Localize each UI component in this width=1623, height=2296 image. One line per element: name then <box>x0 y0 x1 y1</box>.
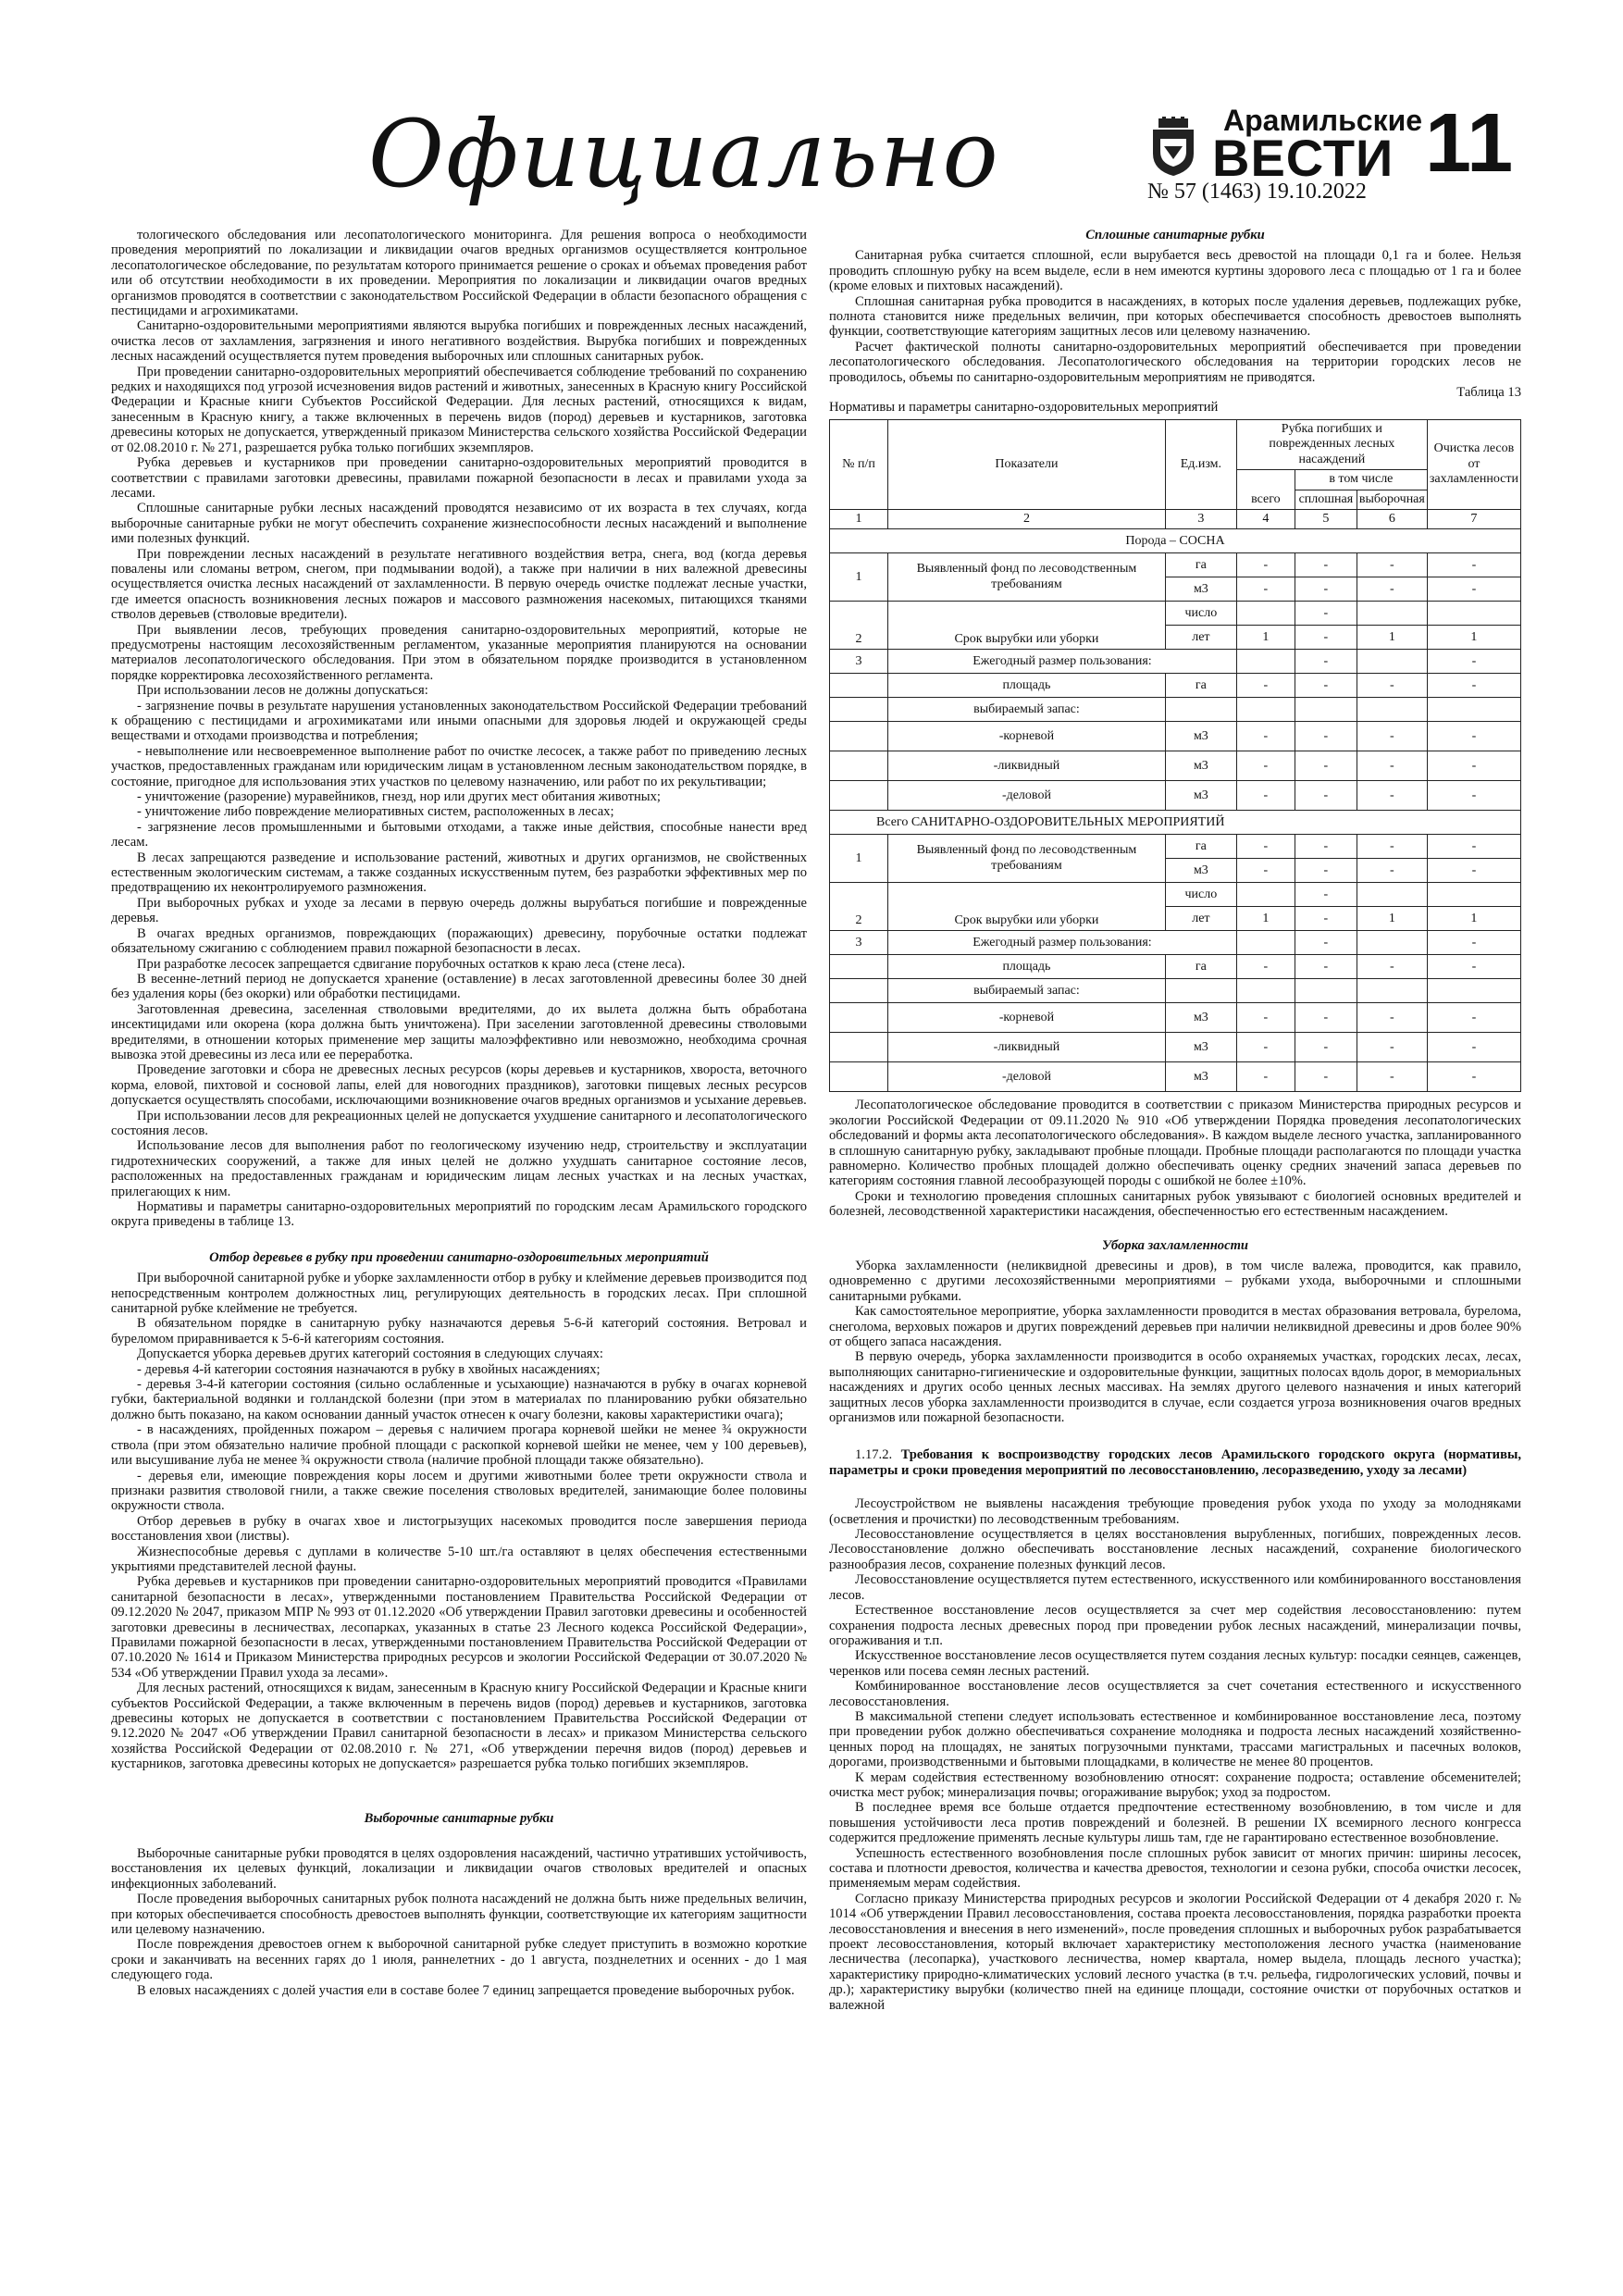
paragraph: Заготовленная древесина, заселенная стволовыми вредителями, до их вылета должна быть обработана инсектицидами или окорена (кора должна быть уничтожена). При заселении заготовленной древесины стволовыми вредителями, в отношении которых применение мер защиты малоэффективно или невозможно, необходима срочная вывозка этой древесины из леса или ее переработка. <box>111 1001 807 1062</box>
table-row <box>830 553 1521 577</box>
col-number: 7 <box>1427 509 1520 528</box>
table-cell <box>1165 979 1236 1003</box>
col-number: 6 <box>1357 509 1427 528</box>
col-number: 3 <box>1165 509 1236 528</box>
row-label: выбираемый запас: <box>888 979 1166 1003</box>
table-cell: 1 <box>1236 626 1295 650</box>
paragraph: Согласно приказу Министерства природных ресурсов и экологии Российской Федерации от 4 декабря 2020 г. № 1014 «Об утверждении Правил лесовосстановления, состава проекта лесовосстановления, порядка разработки проекта лесовосстановления и внесения в него изменений», после проведения сплошных и выборочных рубок разрабатывается проект лесовосстановления, который включает характеристику местоположения лесного участка (наименование лесничества (лесопарка), участкового лесничества, номер квартала, номер выдела, площадь лесного участка); характеристику природно-климатических условий лесного участка (в т.ч. рельефа, гидрологических условий, почвы и др.); характеристику вырубки (количество пней на единице площади, состояние очистки от порубочных остатков и валежной <box>829 1891 1521 2013</box>
table-cell: - <box>1295 751 1357 781</box>
table-cell: - <box>1236 553 1295 577</box>
unit-cell: га <box>1165 955 1236 979</box>
table-cell: - <box>1427 553 1520 577</box>
table-cell <box>1236 883 1295 907</box>
paragraph: При использовании лесов для рекреационных целей не допускается ухудшение санитарного и лесопатологического состояния лесов. <box>111 1108 807 1138</box>
table-cell: - <box>1427 1033 1520 1062</box>
unit-cell: м3 <box>1165 751 1236 781</box>
table-cell <box>1357 698 1427 722</box>
table-row <box>830 979 1521 1003</box>
paragraph: Сплошная санитарная рубка проводится в насаждениях, в которых после удаления деревьев, подлежащих рубке, полнота становится ниже предельных величин, при которых обеспечивается способность древостоев выполнять функции, соответствующие категориям защитных лесов или целевому назначению. <box>829 293 1521 340</box>
table-cell: - <box>1427 1062 1520 1092</box>
row-label: -деловой <box>888 1062 1166 1092</box>
section-title: Официально <box>368 100 1000 208</box>
table-row <box>830 650 1521 674</box>
paragraph: При выявлении лесов, требующих проведения санитарно-оздоровительных мероприятий, которые не предусмотрены настоящим лесохозяйственным регламентом, указанные мероприятия планируются на основании материалов лесопатологического обследования. При этом в обязательном порядке производится в установленном порядке корректировка лесохозяйственного регламента. <box>111 622 807 683</box>
paragraph: Проведение заготовки и сбора не древесных лесных ресурсов (коры деревьев и кустарников, хвороста, веточного корма, еловой, пихтовой и сосновой лапы, елей для новогодних праздников), заготовки пищевых лесных ресурсов допускается осуществлять способами, исключающими возникновение очагов вредных организмов и усыхание деревьев. <box>111 1062 807 1109</box>
paragraph: К мерам содействия естественному возобновлению относят: сохранение подроста; оставление обсеменителей; очистка мест рубок; минерализация почвы; огораживание вырубок; уход за подростом. <box>829 1769 1521 1800</box>
heading-tree-selection: Отбор деревьев в рубку при проведении санитарно-оздоровительных мероприятий <box>209 1249 709 1265</box>
paragraph: Искусственное восстановление лесов осуществляется путем создания лесных культур: посадки сеянцев, саженцев, черенков или посева семян лесных растений. <box>829 1648 1521 1679</box>
row-label: площадь <box>888 674 1166 698</box>
table-cell <box>1236 650 1295 674</box>
row-label: площадь <box>888 955 1166 979</box>
table-cell: - <box>1427 859 1520 883</box>
row-label: -корневой <box>888 722 1166 751</box>
table-cell <box>830 1003 888 1033</box>
paragraph: В первую очередь, уборка захламленности производится в особо охраняемых участках, городских лесах, лесах, выполняющих санитарно-гигиенические и оздоровительные функции, защитных полосах вдоль дорог, в мемориальных насаждениях и других особо ценных лесных массивах. На землях другого целевого назначения и иных категорий защитных лесов уборка захламленности производится в случае, если создается угроза возникновения очагов вредных организмов или пожарной безопасности. <box>829 1349 1521 1426</box>
unit-cell: м3 <box>1165 722 1236 751</box>
header-num: № п/п <box>830 419 888 509</box>
table-section-row: Порода – СОСНА <box>830 529 1521 553</box>
row-label: -ликвидный <box>888 1033 1166 1062</box>
unit-cell: м3 <box>1165 577 1236 602</box>
row-label: Срок вырубки или уборки <box>888 602 1166 650</box>
header-unit: Ед.изм. <box>1165 419 1236 509</box>
table-cell <box>1427 698 1520 722</box>
paragraph: В еловых насаждениях с долей участия ели в составе более 7 единиц запрещается проведение выборочных рубок. <box>137 1982 795 1998</box>
table-cell: - <box>1357 1003 1427 1033</box>
paragraph: Естественное восстановление лесов осуществляется за счет мер содействия лесовосстановлению: путем сохранения подроста лесных древесных пород при проведении рубок лесных насаждений, минерализации почвы, огораживания и т.п. <box>829 1603 1521 1648</box>
header-including: в том числе <box>1295 470 1427 490</box>
table-cell <box>830 1033 888 1062</box>
table-cell <box>1236 698 1295 722</box>
paragraph: Допускается уборка деревьев других категорий состояния в следующих случаях: <box>137 1347 603 1362</box>
table-cell: - <box>1295 577 1357 602</box>
paragraph: При разработке лесосек запрещается сдвигание порубочных остатков к краю леса (стене леса). <box>137 956 686 972</box>
paragraph: Отбор деревьев в рубку в очагах хвое и листогрызущих насекомых проводится после завершения периода восстановления хвои (листвы). <box>111 1513 807 1545</box>
table-cell: - <box>1427 722 1520 751</box>
sanitary-norms-table <box>829 419 1521 1092</box>
table-title: Нормативы и параметры санитарно-оздоровительных мероприятий <box>829 400 1219 416</box>
table-cell: - <box>1236 674 1295 698</box>
unit-cell: лет <box>1165 907 1236 931</box>
table-cell: - <box>1357 781 1427 811</box>
row-label: Ежегодный размер пользования: <box>888 650 1237 674</box>
paragraph: Рубка деревьев и кустарников при проведении санитарно-оздоровительных мероприятий проводится «Правилами санитарной безопасности в лесах», утвержденными постановлением Правительства Российской Федерации от 09.12.2020 № 2047, приказом МПР № 993 от 01.12.2020 «Об утверждении Правил заготовки древесины и особенностей заготовки древесины в лесничествах, лесопарках, указанных в статье 23 Лесного кодекса Российской Федерации», Правилами пожарной безопасности в лесах, утвержденными постановлением Правительства Российской Федерации от 07.10.2020 № 1614 и Приказом Министерства природных ресурсов и экологии Российской Федерации от 30.07.2020 № 534 «Об утверждении Правил ухода за лесами». <box>111 1574 807 1681</box>
table-row <box>830 1062 1521 1092</box>
paragraph: - загрязнение лесов промышленными и бытовыми отходами, а также иные действия, способные нанести вред лесам. <box>111 819 807 850</box>
table-cell: - <box>1357 674 1427 698</box>
col-number: 2 <box>888 509 1166 528</box>
table-row <box>830 883 1521 907</box>
paragraph: Лесовосстановление осуществляется путем естественного, искусственного или комбинированного восстановления лесов. <box>829 1572 1521 1603</box>
table-cell: - <box>1427 931 1520 955</box>
table-cell <box>1357 931 1427 955</box>
paragraph: - деревья 4-й категории состояния назначаются в рубку в хвойных насаждениях; <box>137 1361 601 1377</box>
table-section-row: Всего САНИТАРНО-ОЗДОРОВИТЕЛЬНЫХ МЕРОПРИЯТИЙ <box>830 811 1521 835</box>
table-label: Таблица 13 <box>1456 385 1521 401</box>
header-group: Рубка погибших и поврежденных лесных насаждений <box>1236 419 1427 469</box>
paragraph: - уничтожение либо повреждение мелиоративных систем, расположенных в лесах; <box>137 804 614 820</box>
paragraph: Уборка захламленности (неликвидной древесины и дров), в том числе валежа, проводится, как правило, одновременно с другими лесохозяйственными мероприятиями – рубками ухода, выборочными и сплошными санитарными рубками. <box>829 1258 1521 1304</box>
table-cell: - <box>1295 835 1357 859</box>
col-number: 4 <box>1236 509 1295 528</box>
table-cell: - <box>1236 1003 1295 1033</box>
table-row <box>830 931 1521 955</box>
table-cell: - <box>1427 751 1520 781</box>
unit-cell: м3 <box>1165 859 1236 883</box>
col-number: 1 <box>830 509 888 528</box>
paragraph: После проведения выборочных санитарных рубок полнота насаждений не должна быть ниже предельных величин, при которых обеспечивается способность древостоев выполнять функции, соответствующие их категориям защитности или целевому назначению. <box>111 1892 807 1938</box>
table-cell: 1 <box>1427 626 1520 650</box>
unit-cell: га <box>1165 553 1236 577</box>
table-row <box>830 781 1521 811</box>
table-row <box>830 1033 1521 1062</box>
paragraph: Использование лесов для выполнения работ по геологическому изучению недр, строительству и эксплуатации гидротехнических сооружений, а также для иных целей не должно ухудшать санитарное состояние лесов, расположенных на предоставленных гражданам и юридическим лицам лесных участках и на лесных участках, прилегающих к ним. <box>111 1138 807 1199</box>
table-cell <box>1357 979 1427 1003</box>
table-cell: - <box>1236 835 1295 859</box>
row-number: 1 <box>830 553 888 602</box>
col-number: 5 <box>1295 509 1357 528</box>
table-cell: - <box>1295 650 1357 674</box>
table-cell: - <box>1427 674 1520 698</box>
table-cell: - <box>1427 577 1520 602</box>
row-number: 3 <box>830 650 888 674</box>
table-cell: - <box>1357 1033 1427 1062</box>
table-cell: - <box>1427 1003 1520 1033</box>
table-cell: - <box>1295 722 1357 751</box>
paragraph: - загрязнение почвы в результате нарушения установленных законодательством Российской Федерации требований к обращению с пестицидами и агрохимикатами или иными опасными для здоровья людей и окружающей среды веществами и отходами производства и потребления; <box>111 698 807 744</box>
paragraph: Жизнеспособные деревья с дуплами в количестве 5-10 шт./га оставляют в целях обеспечения естественными укрытиями представителей лесной фауны. <box>111 1544 807 1574</box>
row-label: Срок вырубки или уборки <box>888 883 1166 931</box>
paragraph: При повреждении лесных насаждений в результате негативного воздействия ветра, снега, вод (когда деревья повалены или сломаны ветром, снегом, при подмывании водой), а также при наличии в них валежной древесины осуществляется очистка лесных насаждений от захламленности. В первую очередь очистке подлежат лесные участки, где имеется опасность возникновения лесных пожаров и массового размножения насекомых, питающихся тканями стволов деревьев (стволовые вредители). <box>111 546 807 623</box>
paragraph: Лесопатологическое обследование проводится в соответствии с приказом Министерства природных ресурсов и экологии Российской Федерации от 09.11.2020 № 910 «Об утверждении Порядка проведения лесопатологических обследований и формы акта лесопатологического обследования». В каждом выделе лесного участка, запланированного в сплошную санитарную рубку, закладывают пробные площади. Пробные площади располагаются по площади участка равномерно. Количество пробных площадей должно обеспечивать оценку средних значений запаса деревьев по категориям состояния главной лесообразующей породы с ошибкой не более ±10%. <box>829 1098 1521 1189</box>
paragraph: В очагах вредных организмов, повреждающих (поражающих) древесину, порубочные остатки подлежат обязательному сжиганию с соблюдением правил пожарной безопасности в лесах. <box>111 925 807 957</box>
table-cell <box>830 781 888 811</box>
table-cell: - <box>1295 781 1357 811</box>
header-indicators: Показатели <box>888 419 1166 509</box>
table-cell <box>1357 883 1427 907</box>
table-cell: - <box>1295 907 1357 931</box>
section-1-17-2 <box>829 1447 1521 1478</box>
paragraph: Лесоустройством не выявлены насаждения требующие проведения рубок ухода по уходу за молодняками (осветления и прочистки) по лесоводственным требованиям. <box>829 1496 1521 1527</box>
table-cell: - <box>1427 955 1520 979</box>
row-label: Выявленный фонд по лесоводственным требованиям <box>888 553 1166 602</box>
unit-cell: лет <box>1165 626 1236 650</box>
table-row <box>830 1003 1521 1033</box>
table-cell: - <box>1236 781 1295 811</box>
table-cell <box>1236 979 1295 1003</box>
table-cell: - <box>1357 1062 1427 1092</box>
row-label: Ежегодный размер пользования: <box>888 931 1237 955</box>
table-row <box>830 698 1521 722</box>
table-row <box>830 955 1521 979</box>
header-cleaning: Очистка лесов от захламленности <box>1427 419 1520 509</box>
table-cell: - <box>1295 602 1357 626</box>
row-number: 3 <box>830 931 888 955</box>
right-column <box>829 228 1521 2013</box>
table-cell <box>1357 650 1427 674</box>
table-cell <box>830 722 888 751</box>
unit-cell: га <box>1165 674 1236 698</box>
table-cell <box>1236 931 1295 955</box>
page-number: 11 <box>1425 97 1514 190</box>
row-number: 1 <box>830 835 888 883</box>
row-label: Выявленный фонд по лесоводственным требованиям <box>888 835 1166 883</box>
table-cell: 1 <box>1236 907 1295 931</box>
issue-info: № 57 (1463) 19.10.2022 <box>1147 180 1367 204</box>
paragraph: Нормативы и параметры санитарно-оздоровительных мероприятий по городским лесам Арамильского городского округа приведены в таблице 13. <box>111 1199 807 1230</box>
table-cell <box>1165 698 1236 722</box>
paragraph: После повреждения древостоев огнем к выборочной санитарной рубке следует приступить в возможно короткие сроки и заканчивать на весенних гарях до 1 июля, раннелетних - до 1 августа, позднелетних и осенних - до 1 мая следующего года. <box>111 1937 807 1983</box>
paragraph: В лесах запрещаются разведение и использование растений, животных и других организмов, не свойственных естественным экологическим системам, а также созданных искусственным путем, без разработки эффективных мер по предотвращению их неконтролируемого размножения. <box>111 850 807 896</box>
paragraph: Лесовосстановление осуществляется в целях восстановления вырубленных, погибших, поврежденных лесов. Лесовосстановление должно обеспечивать восстановление лесных насаждений, сохранение биологического разнообразия лесов, сохранение полезных функций лесов. <box>829 1527 1521 1572</box>
paragraph: При выборочной санитарной рубке и уборке захламленности отбор в рубку и клеймение деревьев производится под непосредственным контролем должностных лиц, регулирующих деятельность в городских лесах. При сплошной санитарной рубке клеймение не требуется. <box>111 1271 807 1317</box>
unit-cell: число <box>1165 883 1236 907</box>
table-cell: - <box>1357 553 1427 577</box>
heading-debris-cleanup: Уборка захламленности <box>1101 1237 1249 1253</box>
paragraph: Рубка деревьев и кустарников при проведении санитарно-оздоровительных мероприятий проводится в соответствии с правилами заготовки древесины, правилами пожарной безопасности в лесах и правилами ухода за лесами. <box>111 455 807 501</box>
table-row <box>830 722 1521 751</box>
table-cell: - <box>1427 650 1520 674</box>
row-number: 2 <box>830 883 888 931</box>
table-cell <box>1357 602 1427 626</box>
heading-solid-cuttings: Сплошные санитарные рубки <box>1085 228 1265 242</box>
logo-big-text: ВЕСТИ <box>1212 129 1394 187</box>
header-total: всего <box>1236 470 1295 510</box>
row-label: -деловой <box>888 781 1166 811</box>
table-cell: - <box>1236 859 1295 883</box>
row-label: -корневой <box>888 1003 1166 1033</box>
table-cell <box>830 698 888 722</box>
table-cell: 1 <box>1427 907 1520 931</box>
paragraph: Выборочные санитарные рубки проводятся в целях оздоровления насаждений, частично утративших устойчивость, восстановления их целевых функций, локализации и ликвидации очагов стволовых вредителей и опасных инфекционных заболеваний. <box>111 1846 807 1892</box>
paragraph: В весенне-летний период не допускается хранение (оставление) в лесах заготовленной древесины более 30 дней без удаления коры (без окорки) или обработки пестицидами. <box>111 971 807 1002</box>
newspaper-logo <box>1146 104 1423 187</box>
paragraph: Как самостоятельное мероприятие, уборка захламленности проводится в местах образования ветровала, бурелома, снеголома, верховых пожаров и других повреждений деревьев при наличии неликвидной древесины и дров более 90% от общего запаса насаждения. <box>829 1304 1521 1349</box>
row-number: 2 <box>830 602 888 650</box>
paragraph: Расчет фактической полноты санитарно-оздоровительных мероприятий обеспечивается при проведении лесопатологического обследования. Лесопатологического обследования на территории городских лесов не проводилось, объемы по санитарно-оздоровительным мероприятиям не приводятся. <box>829 339 1521 385</box>
table-cell: - <box>1427 781 1520 811</box>
table-cell: - <box>1357 577 1427 602</box>
row-label: выбираемый запас: <box>888 698 1166 722</box>
table-row <box>830 529 1521 553</box>
table-cell: - <box>1295 1003 1357 1033</box>
table-cell: 1 <box>1357 626 1427 650</box>
table-cell <box>1236 602 1295 626</box>
table-cell <box>1427 602 1520 626</box>
table-cell: - <box>1357 722 1427 751</box>
unit-cell: м3 <box>1165 1003 1236 1033</box>
table-row <box>830 602 1521 626</box>
table-cell <box>830 955 888 979</box>
table-cell <box>1427 979 1520 1003</box>
paragraph: Комбинированное восстановление лесов осуществляется за счет сочетания естественного и искусственного лесовосстановления. <box>829 1679 1521 1709</box>
table-cell: - <box>1295 859 1357 883</box>
table-row <box>830 835 1521 859</box>
table-cell <box>1295 698 1357 722</box>
unit-cell: м3 <box>1165 1062 1236 1092</box>
table-cell: - <box>1427 835 1520 859</box>
logo-small-text: Арамильские <box>1223 104 1423 137</box>
paragraph: При использовании лесов не должны допускаться: <box>137 683 428 699</box>
paragraph: При выборочных рубках и уходе за лесами в первую очередь должны вырубаться погибшие и поврежденные деревья. <box>111 895 807 926</box>
table-cell <box>830 1062 888 1092</box>
header-solid: сплошная <box>1295 490 1357 509</box>
table-cell: - <box>1295 1062 1357 1092</box>
table-cell: - <box>1357 751 1427 781</box>
paragraph: тологического обследования или лесопатологического мониторинга. Для решения вопроса о необходимости проведения мероприятий по локализации и ликвидации очагов вредных организмов осуществляется контрольное лесопатологическое обследование, по результатам которого принимается решение о сроках и объемах проведения работ или об отсутствии необходимости в их проведении. Мероприятия по локализации и ликвидации очагов вредных организмов проводятся в соответствии с законодательством Российской Федерации в области безопасного обращения с пестицидами и агрохимикатами. <box>111 228 807 319</box>
section-number: 1.17.2. <box>855 1447 893 1463</box>
paragraph: В последнее время все больше отдается предпочтение естественному возобновлению, в том числе и для повышения устойчивости леса против повреждений и болезней. В решении IX всемирного лесного конгресса содержится предложение применять лесные культуры лишь там, где не гарантировано естественное возобновление. <box>829 1800 1521 1846</box>
left-column <box>111 228 807 1998</box>
section-heading: Требования к воспроизводству городских лесов Арамильского городского округа (нормативы, параметры и сроки проведения мероприятий по лесовосстановлению, лесоразведению, уходу за лесами) <box>829 1447 1521 1478</box>
table-cell: - <box>1295 553 1357 577</box>
table-cell: 1 <box>1357 907 1427 931</box>
paragraph: Сроки и технологию проведения сплошных санитарных рубок увязывают с биологией основных вредителей и болезней, лесоводственной характеристики насаждения, обеспеченностью его естественным насаждением. <box>829 1188 1521 1220</box>
table-cell: - <box>1236 751 1295 781</box>
paragraph: Успешность естественного возобновления после сплошных рубок зависит от многих причин: ширины лесосек, состава и плотности древостоя, количества и качества древостоя, технологии и сезона рубки, способа очистки лесосек, применяемым мерам содействия. <box>829 1845 1521 1892</box>
table-row <box>830 674 1521 698</box>
unit-cell: м3 <box>1165 1033 1236 1062</box>
table-cell: - <box>1236 1033 1295 1062</box>
table-cell <box>830 979 888 1003</box>
table-cell: - <box>1357 835 1427 859</box>
table-cell: - <box>1357 859 1427 883</box>
paragraph: - деревья ели, имеющие повреждения коры лосем и другими животными более трети окружности ствола и признаки развития стволовой гнили, а также свежие поселения стволовых вредителей, занимающие более половины окружности ствола. <box>111 1468 807 1514</box>
header-selective: выборочная <box>1357 490 1427 509</box>
table-cell <box>830 674 888 698</box>
table-cell <box>1427 883 1520 907</box>
table-cell: - <box>1295 674 1357 698</box>
unit-cell: га <box>1165 835 1236 859</box>
paragraph: В максимальной степени следует использовать естественное и комбинированное восстановление леса, поэтому при проведении рубок должно обеспечиваться сохранение молодняка и подроста лесных насаждений хозяйственно-ценных пород на площадях, не занятых погрузочными пунктами, трассами магистральных и пасечных волоков, дорогами, производственными и бытовыми площадками, в количестве не менее 80 процентов. <box>829 1708 1521 1770</box>
paragraph: Для лесных растений, относящихся к видам, занесенным в Красную книгу Российской Федерации и Красные книги субъектов Российской Федерации, а также включенным в перечень видов (пород) деревьев и кустарников, заготовка древесины которых не допускается в соответствии с постановлением Правительства Российской Федерации от 9.12.2020 № 2047 «Об утверждении Правил санитарной безопасности в лесах» и приказом Министерства сельского хозяйства Российской Федерации от 02.08.2010 г. № 271, «Об утверждении перечня видов (пород) деревьев и кустарников, заготовка древесины которых не допускается» разрешается рубка только погибших экземпляров. <box>111 1681 807 1772</box>
table-cell: - <box>1295 883 1357 907</box>
unit-cell: число <box>1165 602 1236 626</box>
table-cell: - <box>1295 931 1357 955</box>
paragraph: - деревья 3-4-й категории состояния (сильно ослабленные и усыхающие) назначаются в рубку в очагах корневой губки, бактериальной водянки и голландской болезни (при этом в материалах по планированию рубки обязательно должно быть показано, на каком основании данный участок отнесен к очагу болезни, каковы характеристики очага); <box>111 1377 807 1422</box>
table-row <box>830 811 1521 835</box>
table-row <box>830 751 1521 781</box>
paragraph: - невыполнение или несвоевременное выполнение работ по очистке лесосек, а также работ по приведению лесных участков, предоставленных гражданам или юридическим лицам в установленном лесным законодательством порядке, в состояние, пригодное для использования этих участков по целевому назначению, или работ по их рекультивации; <box>111 743 807 789</box>
table-cell: - <box>1357 955 1427 979</box>
paragraph: - уничтожение (разорение) муравейников, гнезд, нор или других мест обитания животных; <box>137 789 661 805</box>
paragraph: - в насаждениях, пройденных пожаром – деревья с наличием прогара корневой шейки не менее ¾ окружности ствола (при этом обязательно наличие пробной площади с раскопкой корневой шейки не менее, чем у 100 деревьев), или высушивание луба не менее ¾ окружности ствола (наличие пробной площади также обязательно). <box>111 1422 807 1469</box>
paragraph: Сплошные санитарные рубки лесных насаждений проводятся независимо от их возраста в тех случаях, когда выборочные санитарные рубки не могут обеспечить сохранение жизнеспособности лесных насаждений и выполнение ими полезных функций. <box>111 501 807 547</box>
table-cell: - <box>1236 577 1295 602</box>
table-cell: - <box>1236 955 1295 979</box>
table-cell: - <box>1236 722 1295 751</box>
paragraph: При проведении санитарно-оздоровительных мероприятий обеспечивается соблюдение требований по сохранению редких и находящихся под угрозой исчезновения видов растений и животных, занесенных в Красную книгу Российской Федерации и Красные книги Субъектов Российской Федерации. Для лесных растений, относящихся к видам, занесенным в Красную книгу, а также включенных в перечень видов (пород) деревьев и кустарников, заготовка древесины которых не допускается, утвержденный приказом Министерства сельского хозяйства Российской Федерации от 02.08.2010 г. № 271, разрешается рубка только погибших экземпляров. <box>111 364 807 455</box>
paragraph: В обязательном порядке в санитарную рубку назначаются деревья 5-6-й категорий состояния. Ветровал и буреломом приравнивается к 5-6-й категориям состояния. <box>111 1316 807 1347</box>
table-cell <box>830 751 888 781</box>
paragraph: Санитарно-оздоровительными мероприятиями являются вырубка погибших и поврежденных лесных насаждений, очистка лесов от захламления, загрязнения и иного негативного воздействия. Вырубка погибших и поврежденных лесных насаждений осуществляется путем проведения выборочных или сплошных санитарных рубок. <box>111 318 807 365</box>
table-header-row <box>830 419 1521 469</box>
city-crest-icon <box>1146 117 1201 178</box>
unit-cell: м3 <box>1165 781 1236 811</box>
table-cell: - <box>1295 1033 1357 1062</box>
table-cell: - <box>1295 626 1357 650</box>
paragraph: Санитарная рубка считается сплошной, если вырубается весь древостой на площади 0,1 га и более. Нельзя проводить сплошную рубку на всем выделе, если в нем имеются куртины здорового леса с площадью от 1 га и более (кроме еловых и пихтовых насаждений). <box>829 248 1521 294</box>
row-label: -ликвидный <box>888 751 1166 781</box>
table-cell: - <box>1236 1062 1295 1092</box>
table-number-row <box>830 509 1521 528</box>
heading-selective-cuttings: Выборочные санитарные рубки <box>364 1810 554 1826</box>
table-cell: - <box>1295 955 1357 979</box>
table-cell <box>1295 979 1357 1003</box>
